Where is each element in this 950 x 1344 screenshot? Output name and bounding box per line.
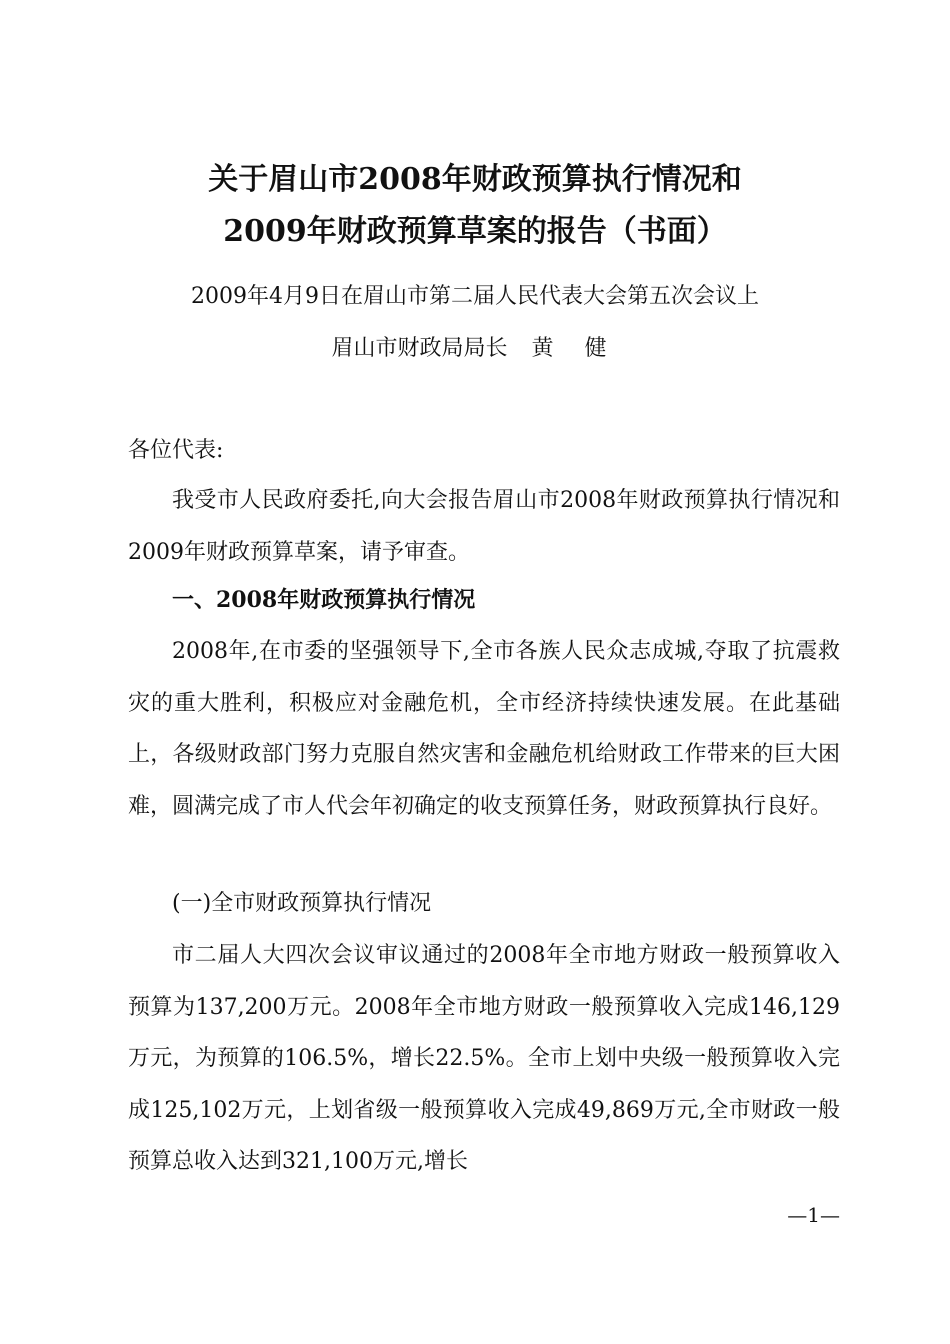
intro-paragraph: 我受市人民政府委托,向大会报告眉山市2008年财政预算执行情况和2009年财政预算草案，请予审查。 <box>128 488 840 565</box>
overview-paragraph: 2008年,在市委的坚强领导下,全市各族人民众志成城,夺取了抗震救灾的重大胜利，积极应对金融危机，全市经济持续快速发展。在此基础上，各级财政部门努力克服自然灾害和金融危机给财政工作带来的巨大困难，圆满完成了市人代会年初确定的收支预算任务，财政预算执行良好。 <box>128 639 840 819</box>
author-line <box>0 334 950 364</box>
subsection-heading-city-budget: (一)全市财政预算执行情况 <box>172 891 432 916</box>
author-name: 黄 健 <box>531 336 619 361</box>
meeting-info: 2009年4月9日在眉山市第二届人民代表大会第五次会议上 <box>191 284 759 309</box>
page-number: —1— <box>787 1203 840 1227</box>
report-title-line-1: 关于眉山市2008年财政预算执行情况和 <box>208 162 742 197</box>
report-title-line-2: 2009年财政预算草案的报告（书面） <box>223 214 727 249</box>
budget-paragraph: 市二届人大四次会议审议通过的2008年全市地方财政一般预算收入预算为137,200万元。2008年全市地方财政一般预算收入完成146,129万元，为预算的106.5%，增长22.5%。全市上划中央级一般预算收入完成125,102万元，上划省级一般预算收入完成49,869万元,全市财政一般预算总收入达到321,100万元,增长 <box>128 943 840 1174</box>
salutation: 各位代表: <box>128 438 224 463</box>
author-role: 眉山市财政局局长 <box>331 336 508 361</box>
section-heading-2008-execution: 一、2008年财政预算执行情况 <box>172 587 476 613</box>
